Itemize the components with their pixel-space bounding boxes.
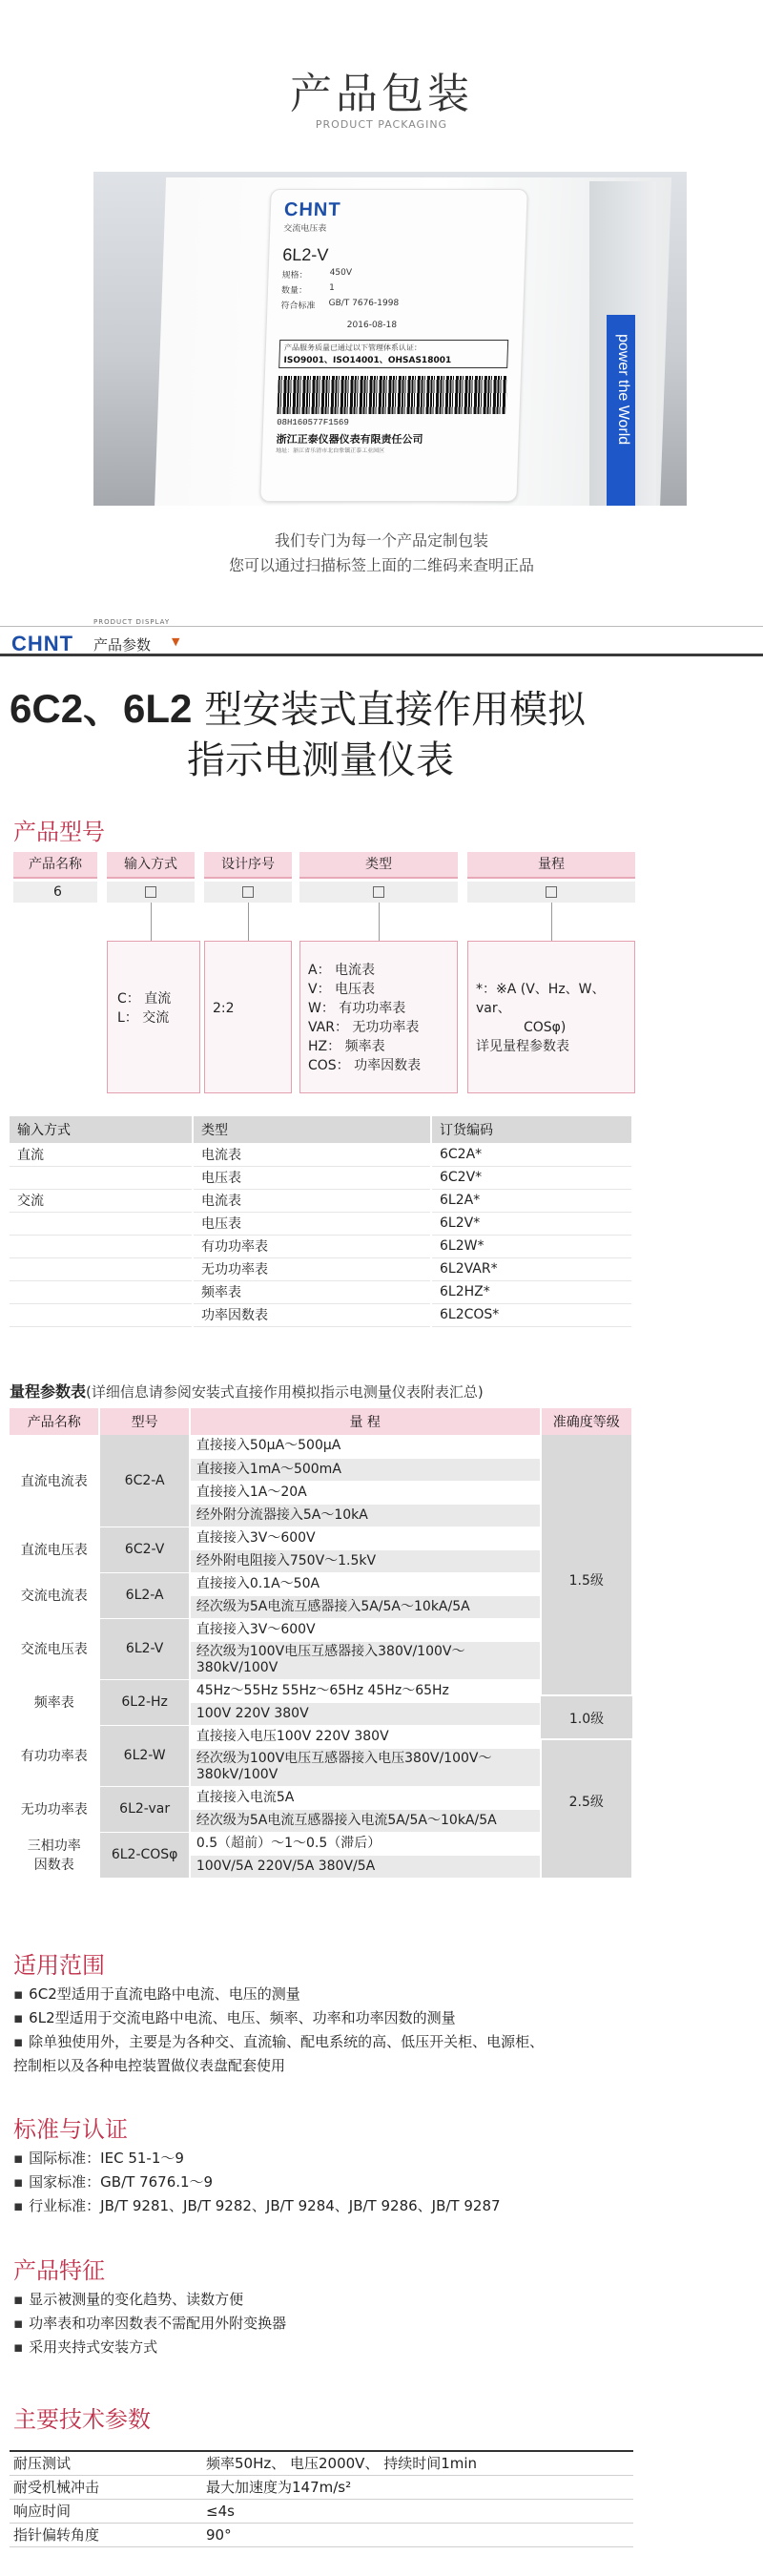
model-slot-design	[204, 882, 292, 903]
input-option: L： 交流	[117, 1010, 170, 1026]
list-item: ▪ 国际标准：IEC 51-1～9	[13, 2147, 501, 2171]
accuracy-cell: 2.5级	[541, 1725, 632, 1878]
table-cell	[10, 1303, 193, 1326]
table-cell	[10, 1212, 193, 1235]
table-header: 产品名称	[10, 1408, 99, 1435]
label-row	[280, 299, 509, 311]
product-name-cell	[10, 1832, 99, 1878]
label-row-value: GB/T 7676-1998	[328, 299, 400, 308]
table-header-row	[10, 1116, 632, 1143]
label-row-key: 规格：	[281, 271, 308, 280]
header-underline	[13, 877, 97, 879]
param-value: ≤4s	[193, 2499, 633, 2523]
table-row	[10, 1280, 632, 1303]
header-underline	[204, 877, 292, 879]
param-name: 指针偏转角度	[10, 2523, 193, 2546]
table-row	[10, 1832, 632, 1855]
product-title-models: 6C2、6L2	[10, 686, 193, 731]
table-header: 量 程	[190, 1408, 541, 1435]
table-row	[10, 1786, 632, 1809]
table-row	[10, 1166, 632, 1189]
tech-table	[10, 2450, 633, 2547]
table-row	[10, 1235, 632, 1257]
range-cell: 经次级为100V电压互感器接入380V/100V～380kV/100V	[190, 1642, 541, 1679]
model-cell: 6L2-Hz	[99, 1679, 189, 1725]
table-cell: 6L2A*	[431, 1189, 632, 1212]
label-cert-text: 产品服务质量已通过以下管理体系认证：	[283, 343, 423, 352]
table-row	[10, 1572, 632, 1595]
product-name-line: 三相功率	[27, 1839, 81, 1854]
param-name: 响应时间	[10, 2499, 193, 2523]
tech-heading: 主要技术参数	[13, 2406, 151, 2433]
table-cell: 6L2W*	[431, 1235, 632, 1257]
label-serial: 08H160577F1569	[276, 418, 349, 427]
table-cell	[10, 1166, 193, 1189]
label-date: 2016-08-18	[346, 321, 398, 330]
model-cell: 6L2-W	[99, 1725, 189, 1786]
model-cell: 6L2-COSφ	[99, 1832, 189, 1878]
range-table-note: (详细信息请参阅安装式直接作用模拟指示电测量仪表附表汇总)	[86, 1383, 484, 1401]
range-table-heading	[10, 1380, 484, 1402]
model-prefix: 6	[13, 882, 97, 903]
param-value: 频率50Hz、 电压2000V、 持续时间1min	[193, 2451, 633, 2475]
model-cell: 6L2-var	[99, 1786, 189, 1832]
scope-heading: 适用范围	[13, 1952, 105, 1979]
table-cell: 电流表	[193, 1189, 431, 1212]
table-row	[10, 1527, 632, 1549]
model-code-heading: 产品型号	[13, 819, 105, 845]
triangle-down-icon: ▼	[172, 635, 180, 648]
product-name-cell: 直流电流表	[10, 1435, 99, 1527]
range-cell: 经外附电阻接入750V～1.5kV	[190, 1549, 541, 1572]
table-cell: 频率表	[193, 1280, 431, 1303]
label-brand: CHNT	[283, 199, 341, 220]
range-note: COSφ)	[524, 1020, 567, 1035]
table-cell: 6C2V*	[431, 1166, 632, 1189]
table-cell: 有功功率表	[193, 1235, 431, 1257]
product-name-line: 因数表	[33, 1858, 74, 1873]
table-row	[10, 1618, 632, 1642]
header-underline	[467, 877, 635, 879]
table-cell: 交流	[10, 1189, 193, 1212]
table-cell	[10, 1257, 193, 1280]
packaging-photo	[93, 172, 687, 506]
product-name-cell: 直流电压表	[10, 1527, 99, 1572]
table-header-row	[10, 1408, 632, 1435]
standards-heading: 标准与认证	[13, 2116, 128, 2143]
product-title-line1: 型安装式直接作用模拟	[192, 688, 587, 732]
design-number-panel	[204, 941, 292, 1093]
range-table-title: 量程参数表	[10, 1382, 87, 1401]
model-slot-type	[299, 882, 458, 903]
type-option: VAR： 无功功率表	[308, 1020, 420, 1035]
display-small-label: PRODUCT DISPLAY	[93, 618, 171, 626]
table-cell: 6C2A*	[431, 1143, 632, 1166]
table-cell: 电压表	[193, 1212, 431, 1235]
product-name-cell: 无功功率表	[10, 1786, 99, 1832]
model-header-input: 输入方式	[107, 852, 195, 877]
table-cell: 电流表	[193, 1143, 431, 1166]
product-name-cell: 交流电压表	[10, 1618, 99, 1679]
label-row-value: 1	[328, 283, 336, 293]
list-item: ▪ 显示被测量的变化趋势、读数方便	[13, 2288, 286, 2312]
table-header: 型号	[99, 1408, 189, 1435]
standards-list	[13, 2147, 501, 2218]
label-cert-box	[278, 340, 508, 368]
type-option: A： 电流表	[308, 963, 376, 978]
accuracy-cell-frequency: 1.0级	[541, 1694, 632, 1740]
type-option: W： 有功功率表	[308, 1001, 406, 1016]
table-cell: 电压表	[193, 1166, 431, 1189]
range-cell: 直接接入3V～600V	[190, 1527, 541, 1549]
table-row	[10, 1212, 632, 1235]
label-row	[281, 283, 510, 296]
table-row	[10, 1257, 632, 1280]
table-cell: 6L2VAR*	[431, 1257, 632, 1280]
table-cell: 无功功率表	[193, 1257, 431, 1280]
features-list	[13, 2288, 286, 2359]
label-category: 交流电压表	[283, 224, 327, 234]
table-row	[10, 2451, 633, 2475]
table-cell: 6L2COS*	[431, 1303, 632, 1326]
package-slogan: power the World	[615, 334, 631, 446]
product-title	[10, 685, 586, 734]
range-cell: 直接接入0.1A～50A	[190, 1572, 541, 1595]
table-cell: 功率因数表	[193, 1303, 431, 1326]
type-option: COS： 功率因数表	[308, 1058, 422, 1073]
table-cell	[10, 1235, 193, 1257]
table-header: 订货编码	[431, 1116, 632, 1143]
param-name: 耐压测试	[10, 2451, 193, 2475]
range-cell: 直接接入电压100V 220V 380V	[190, 1725, 541, 1749]
scope-list	[13, 1983, 544, 2078]
input-option: C： 直流	[117, 991, 172, 1007]
list-item: ▪ 行业标准：JB/T 9281、JB/T 9282、JB/T 9284、JB/T 9286、JB/T 9287	[13, 2194, 501, 2218]
table-row	[10, 1725, 632, 1749]
range-note: *：※A (V、Hz、W、var、	[476, 982, 606, 1016]
label-model: 6L2-V	[281, 245, 329, 264]
type-option: HZ： 频率表	[308, 1039, 385, 1054]
accuracy-cell: 1.5级	[541, 1435, 632, 1725]
range-table	[10, 1408, 633, 1879]
range-cell: 直接接入1mA～500mA	[190, 1458, 541, 1481]
label-address: 地址：浙江省乐清市北白象镇正泰工业园区	[276, 447, 385, 454]
table-row	[10, 1435, 632, 1458]
connector-line	[248, 903, 249, 941]
list-item: ▪ 6C2型适用于直流电路中电流、电压的测量	[13, 1983, 544, 2006]
label-row-key: 数量：	[280, 286, 308, 296]
label-cert-standards: ISO9001、ISO14001、OHSAS18001	[283, 356, 452, 365]
list-item-continuation: 控制柜以及各种电控装置做仪表盘配套使用	[13, 2057, 286, 2074]
range-cell: 45Hz～55Hz 55Hz～65Hz 45Hz～65Hz	[190, 1679, 541, 1702]
model-cell: 6L2-V	[99, 1618, 189, 1679]
model-slot-range	[467, 882, 635, 903]
slot-box-icon	[242, 886, 254, 898]
model-cell: 6C2-V	[99, 1527, 189, 1572]
model-cell: 6C2-A	[99, 1435, 189, 1527]
model-header-range: 量程	[467, 852, 635, 877]
table-header: 类型	[193, 1116, 431, 1143]
input-method-panel	[107, 941, 200, 1093]
product-title-line2: 指示电测量仪表	[187, 738, 454, 782]
list-item: ▪ 6L2型适用于交流电路中电流、电压、频率、功率和功率因数的测量	[13, 2006, 544, 2030]
model-cell: 6L2-A	[99, 1572, 189, 1618]
connector-line	[551, 903, 552, 941]
range-cell: 直接接入1A～20A	[190, 1481, 541, 1504]
packaging-caption-1: 我们专门为每一个产品定制包装	[274, 531, 488, 550]
range-cell: 经次级为100V电压互感器接入电压380V/100V～380kV/100V	[190, 1749, 541, 1786]
table-cell	[10, 1280, 193, 1303]
table-cell: 直流	[10, 1143, 193, 1166]
table-row	[10, 1679, 632, 1702]
model-slot-input	[107, 882, 195, 903]
list-item: ▪ 除单独使用外，主要是为各种交、直流输、配电系统的高、低压开关柜、电源柜、	[13, 2030, 544, 2054]
range-cell: 100V/5A 220V/5A 380V/5A	[190, 1855, 541, 1878]
label-row-key: 符合标准	[280, 301, 316, 311]
range-cell: 100V 220V 380V	[190, 1702, 541, 1725]
packaging-title: 产品包装	[290, 70, 473, 118]
package-label	[259, 189, 527, 502]
label-row	[281, 268, 510, 280]
packaging-subtitle: PRODUCT PACKAGING	[315, 118, 448, 131]
product-name-cell: 交流电流表	[10, 1572, 99, 1618]
table-cell: 6L2HZ*	[431, 1280, 632, 1303]
range-cell: 0.5（超前）～1～0.5（滞后）	[190, 1832, 541, 1855]
param-value: 最大加速度为147m/s²	[193, 2475, 633, 2499]
range-cell: 经次级为5A电流互感器接入5A/5A～10kA/5A	[190, 1595, 541, 1618]
display-header-label: 产品参数	[93, 636, 152, 654]
table-row	[10, 1189, 632, 1212]
connector-line	[379, 903, 380, 941]
table-header: 输入方式	[10, 1116, 193, 1143]
list-item: ▪ 国家标准：GB/T 7676.1～9	[13, 2171, 501, 2194]
range-cell: 经外附分流器接入5A～10kA	[190, 1504, 541, 1527]
table-row	[10, 1303, 632, 1326]
header-underline	[299, 877, 458, 879]
type-panel	[299, 941, 458, 1093]
table-row	[10, 2475, 633, 2499]
chnt-logo: CHNT	[11, 632, 74, 655]
order-code-table	[10, 1116, 633, 1327]
features-heading: 产品特征	[13, 2257, 105, 2284]
slot-box-icon	[373, 886, 384, 898]
range-cell: 直接接入电流5A	[190, 1786, 541, 1809]
table-header: 准确度等级	[541, 1408, 632, 1435]
range-cell: 直接接入50μA～500μA	[190, 1435, 541, 1458]
design-number: 2:2	[213, 1001, 235, 1016]
list-item: ▪ 采用夹持式安装方式	[13, 2336, 286, 2359]
product-name-cell: 有功功率表	[10, 1725, 99, 1786]
range-panel	[467, 941, 635, 1093]
label-row-value: 450V	[329, 268, 353, 278]
range-cell: 直接接入3V～600V	[190, 1618, 541, 1642]
barcode-icon	[277, 376, 506, 414]
range-note: 详见量程参数表	[476, 1039, 569, 1054]
type-option: V： 电压表	[308, 982, 376, 997]
product-name-cell: 频率表	[10, 1679, 99, 1725]
param-name: 耐受机械冲击	[10, 2475, 193, 2499]
model-header-design: 设计序号	[204, 852, 292, 877]
slot-box-icon	[546, 886, 557, 898]
range-cell: 经次级为5A电流互感器接入电流5A/5A～10kA/5A	[190, 1809, 541, 1832]
model-header-type: 类型	[299, 852, 458, 877]
table-cell: 6L2V*	[431, 1212, 632, 1235]
table-row	[10, 1143, 632, 1166]
header-underline	[107, 877, 195, 879]
packaging-caption-2: 您可以通过扫描标签上面的二维码来查明正品	[228, 556, 534, 574]
table-row	[10, 2523, 633, 2546]
param-value: 90°	[193, 2523, 633, 2546]
model-header-name: 产品名称	[13, 852, 97, 877]
list-item: ▪ 功率表和功率因数表不需配用外附变换器	[13, 2312, 286, 2336]
slot-box-icon	[145, 886, 156, 898]
connector-line	[151, 903, 152, 941]
table-row	[10, 2499, 633, 2523]
label-company: 浙江正泰仪器仪表有限责任公司	[276, 433, 423, 446]
